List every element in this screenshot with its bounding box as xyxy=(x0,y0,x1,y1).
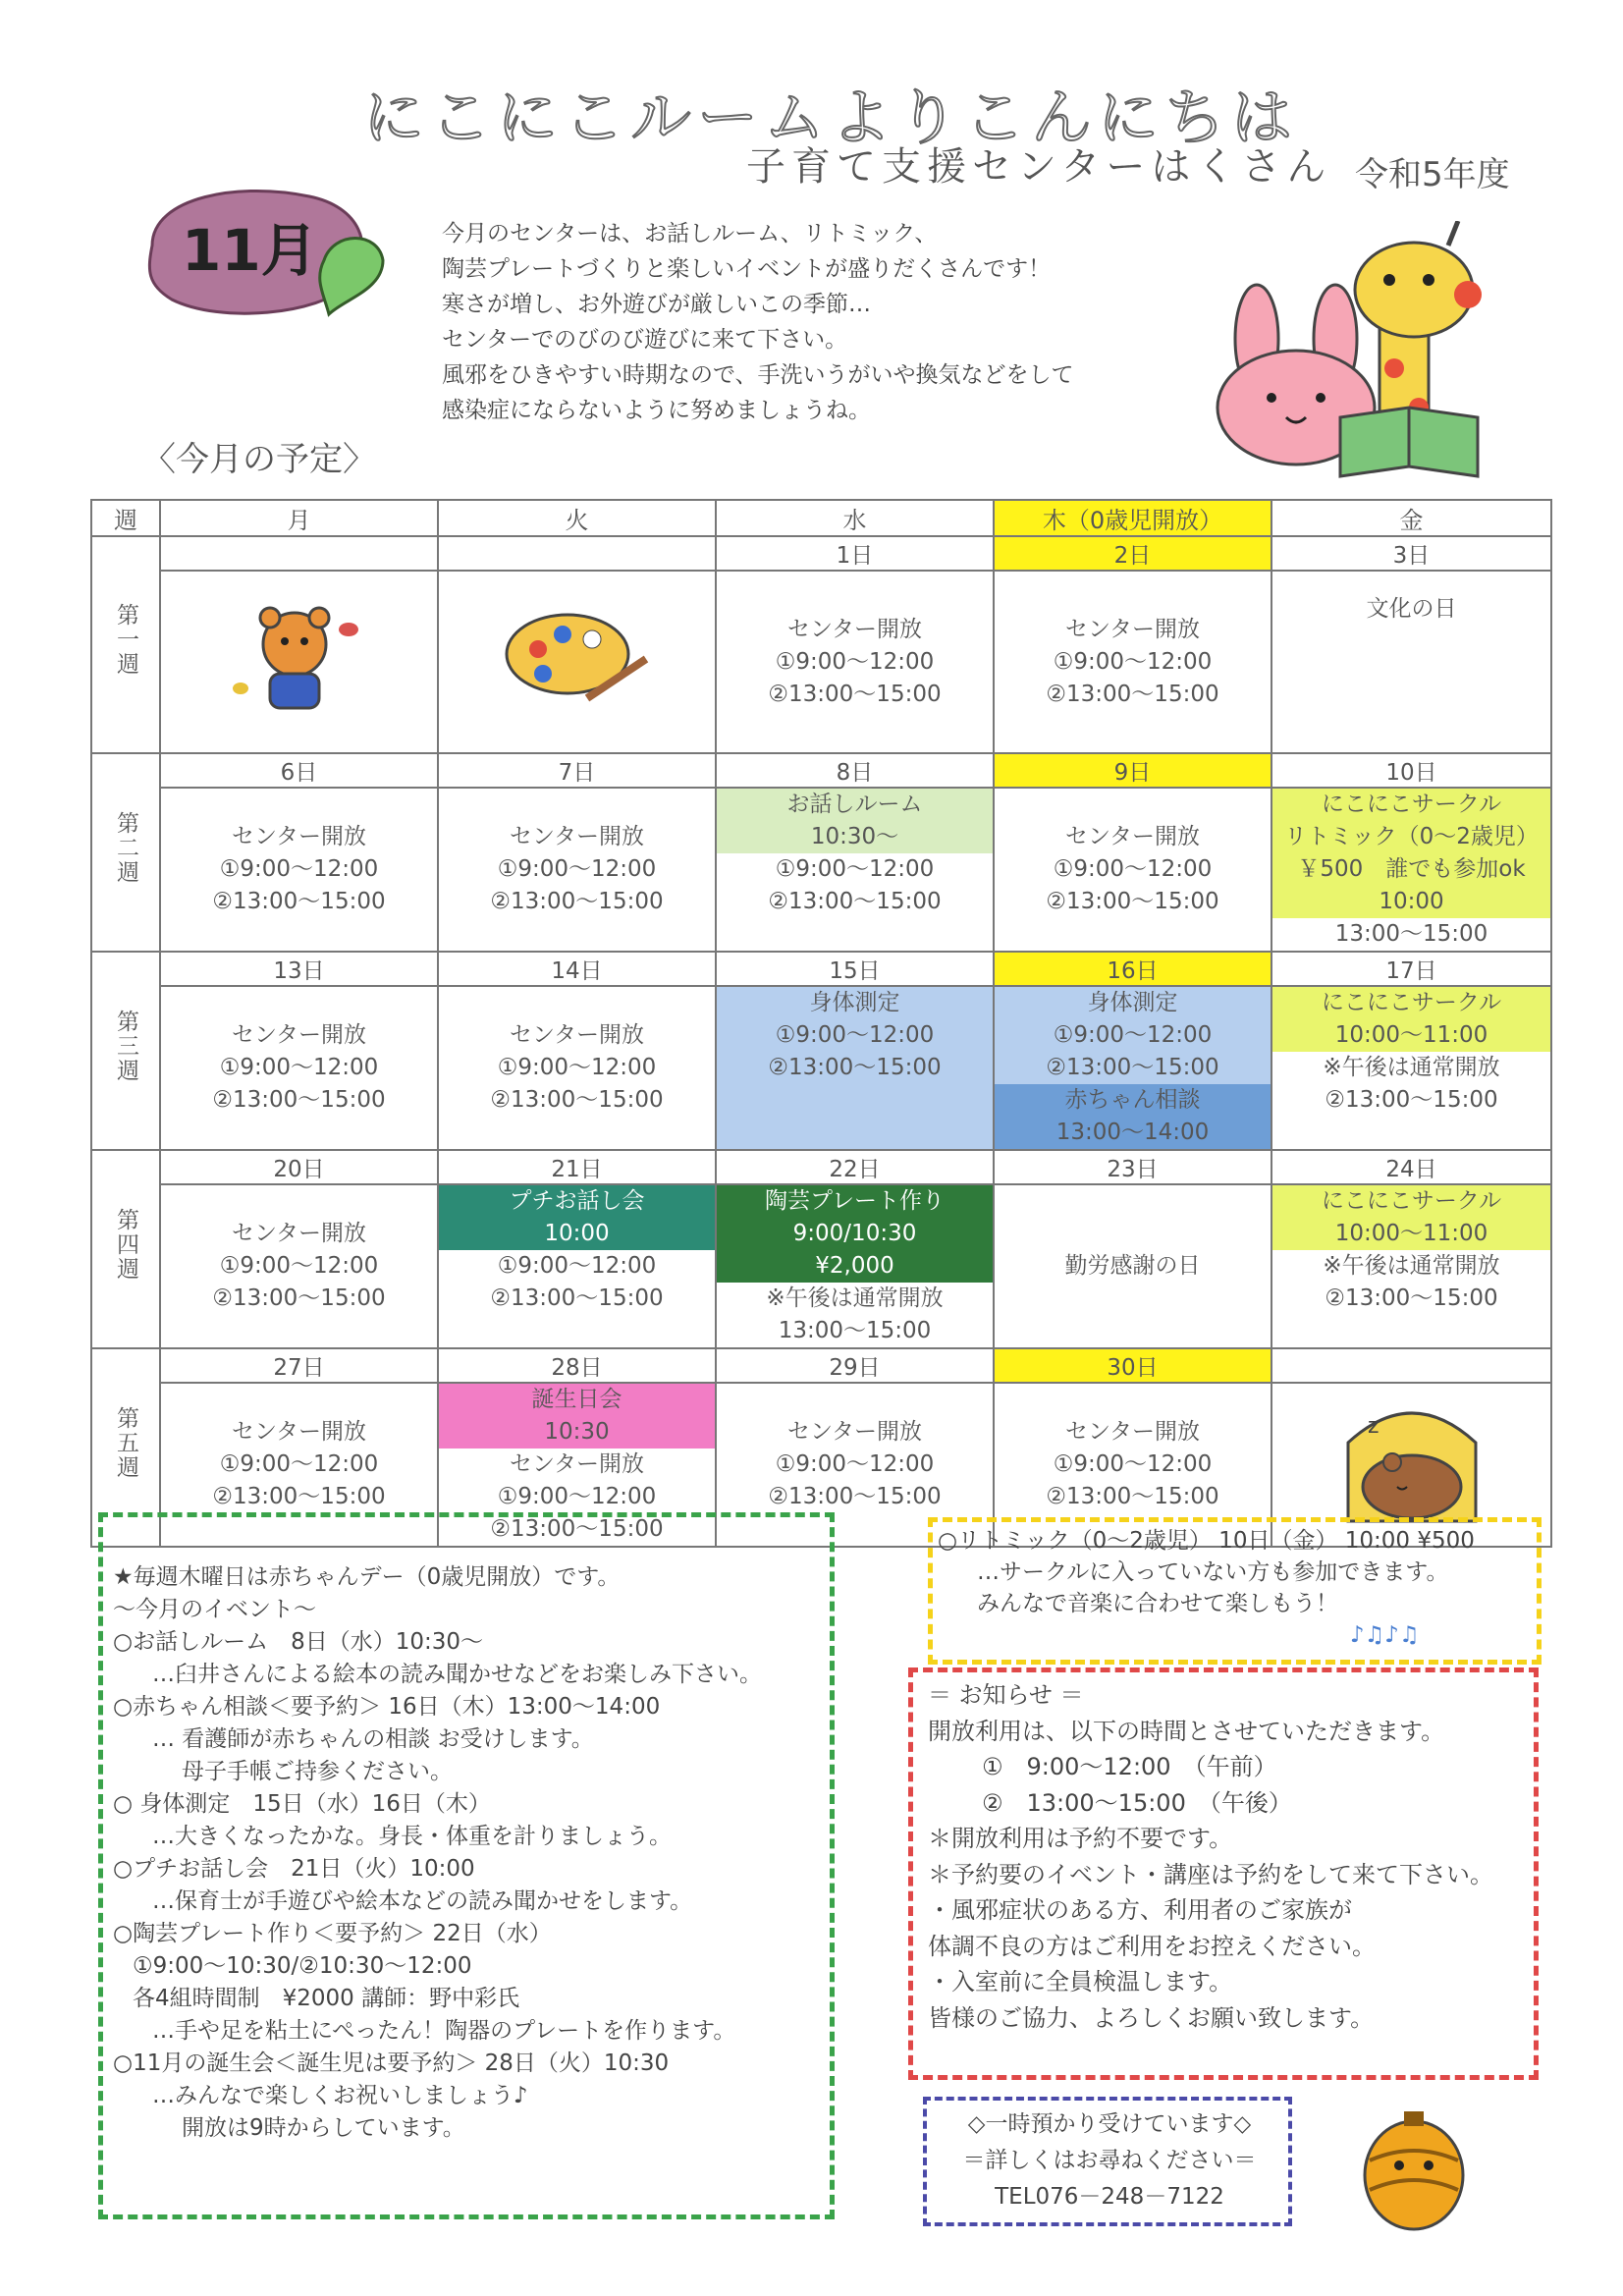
pm-time: ②13:00～15:00 xyxy=(768,1055,942,1080)
holiday-label: 勤労感謝の日 xyxy=(1064,1253,1201,1279)
event-line: ○赤ちゃん相談＜要予約＞ 16日（木）13:00～14:00 xyxy=(113,1694,661,1720)
open-label: センター開放 xyxy=(231,1221,367,1246)
week1-body-row xyxy=(91,571,1551,753)
date-cell-thursday: 9日 xyxy=(994,753,1271,788)
pm-time: ②13:00～15:00 xyxy=(768,1484,942,1509)
page-title: にこにこルームよりこんにちは xyxy=(363,82,1299,153)
pinecone-face-icon xyxy=(1355,2106,1473,2234)
svg-text:z: z xyxy=(1367,1413,1380,1439)
event-line: … 看護師が赤ちゃんの相談 お受けします。 xyxy=(152,1726,594,1752)
day-cell xyxy=(160,1184,438,1348)
birthday-event xyxy=(439,1384,715,1449)
giraffe-reading-icon xyxy=(1321,221,1507,486)
date-cell: 7日 xyxy=(438,753,716,788)
pm-time: ②13:00～15:00 xyxy=(1325,1285,1498,1311)
notice-line: ＊開放利用は予約不要です。 xyxy=(928,1825,1233,1852)
date-cell: 24日 xyxy=(1271,1150,1551,1184)
rhythm-line: …サークルに入っていない方も参加できます。 xyxy=(977,1559,1449,1585)
open-label: センター開放 xyxy=(1064,1419,1201,1445)
day-cell xyxy=(994,788,1271,952)
event-title: 誕生日会 xyxy=(531,1387,622,1412)
notice-line: 皆様のご協力、よろしくお願い致します。 xyxy=(928,2003,1375,2032)
event-title: プチお話し会 xyxy=(509,1188,645,1214)
circle-event xyxy=(1272,789,1550,918)
date-cell: 8日 xyxy=(716,753,994,788)
day-cell-measure xyxy=(994,986,1271,1150)
date-cell-thursday: 16日 xyxy=(994,952,1271,986)
notice-line: ② 13:00～15:00 （午後） xyxy=(982,1788,1292,1817)
pm-time: ②13:00～15:00 xyxy=(1046,889,1219,914)
week3-body-row xyxy=(91,986,1551,1150)
open-label: センター開放 xyxy=(786,616,923,642)
date-cell: 20日 xyxy=(160,1150,438,1184)
consult-event xyxy=(995,1084,1271,1149)
pm-time: 13:00～15:00 xyxy=(1334,921,1488,947)
event-title: お話しルーム xyxy=(786,792,923,817)
event-line: …大きくなったかな。身長・体重を計りましょう。 xyxy=(152,1824,672,1849)
notice-line: ＊予約要のイベント・講座は予約をして来て下さい。 xyxy=(928,1860,1493,1888)
event-line: ○お話しルーム 8日（水）10:30～ xyxy=(113,1629,483,1655)
day-cell xyxy=(1271,1184,1551,1348)
pm-time: ②13:00～15:00 xyxy=(490,1516,664,1542)
pm-time: ②13:00～15:00 xyxy=(1046,1484,1219,1509)
open-label: センター開放 xyxy=(231,1419,367,1445)
pottery-event xyxy=(717,1185,993,1283)
center-name: 子育て支援センターはくさん xyxy=(746,144,1332,190)
intro-line: 陶芸プレートづくりと楽しいイベントが盛りだくさんです！ xyxy=(442,256,1052,282)
afternoon-note: ※午後は通常開放 xyxy=(766,1285,944,1311)
am-time: ①9:00～12:00 xyxy=(1053,1451,1213,1477)
am-time: ①9:00～12:00 xyxy=(775,648,935,675)
week2-date-row xyxy=(91,753,1551,788)
day-cell xyxy=(1271,788,1551,952)
holiday-label: 文化の日 xyxy=(1366,596,1457,622)
event-line: ○11月の誕生会＜誕生児は要予約＞ 28日（火）10:30 xyxy=(113,2050,670,2076)
intro-line: センターでのびのび遊びに来て下さい。 xyxy=(442,327,848,353)
day-cell xyxy=(716,788,994,952)
calendar-header-row xyxy=(91,500,1551,536)
week2-body-row xyxy=(91,788,1551,952)
date-cell: 27日 xyxy=(160,1348,438,1383)
date-cell: 21日 xyxy=(438,1150,716,1184)
event-line: …保育士が手遊びや絵本などの読み聞かせをします。 xyxy=(152,1888,693,1914)
event-time: 10:00 xyxy=(544,1221,610,1246)
event-line: ○陶芸プレート作り＜要予約＞ 22日（水） xyxy=(113,1921,552,1946)
schedule-heading: 〈今月の予定〉 xyxy=(142,440,376,479)
circle-event xyxy=(1272,987,1550,1052)
event-title: 陶芸プレート作り xyxy=(764,1188,946,1214)
pm-time: ②13:00～15:00 xyxy=(1046,1055,1219,1080)
week-label-1: 第一週 xyxy=(91,536,160,753)
event-line: ○ 身体測定 15日（水）16日（木） xyxy=(113,1791,491,1817)
notice-line: 開放利用は、以下の時間とさせていただきます。 xyxy=(928,1717,1445,1745)
date-cell: 10日 xyxy=(1271,753,1551,788)
pm-time: ②13:00～15:00 xyxy=(212,1087,386,1113)
date-cell-holiday: 23日 xyxy=(994,1150,1271,1184)
notice-info xyxy=(928,1677,1493,2036)
pm-time: ②13:00～15:00 xyxy=(1046,681,1219,707)
pm-time: ②13:00～15:00 xyxy=(490,1285,664,1311)
event-fee: ¥2,000 xyxy=(815,1253,894,1279)
date-cell-empty xyxy=(1271,1348,1551,1383)
notice-line: ① 9:00～12:00 （午前） xyxy=(982,1753,1277,1780)
event-line: 開放は9時からしています。 xyxy=(182,2115,465,2141)
event-time: 9:00/10:30 xyxy=(792,1221,917,1246)
am-time: ①9:00～12:00 xyxy=(497,1055,657,1080)
am-time: ①9:00～12:00 xyxy=(1053,648,1213,675)
week4-body-row xyxy=(91,1184,1551,1348)
music-notes-icon: ♪♫♪♫ xyxy=(1350,1622,1420,1648)
open-label: センター開放 xyxy=(509,1022,645,1048)
day-cell-holiday xyxy=(994,1184,1271,1348)
week4-date-row xyxy=(91,1150,1551,1184)
intro-text xyxy=(442,216,1188,428)
date-cell: 1日 xyxy=(716,536,994,571)
paint-palette-icon xyxy=(499,605,656,713)
am-time: ①9:00～12:00 xyxy=(497,1253,657,1279)
childcare-line: ◇一時預かり受けています◇ xyxy=(967,2111,1252,2137)
date-cell-holiday: 3日 xyxy=(1271,536,1551,571)
header-mon: 月 xyxy=(160,500,438,536)
date-cell: 28日 xyxy=(438,1348,716,1383)
month-badge-text: 11月 xyxy=(182,217,318,284)
am-time: ①9:00～12:00 xyxy=(775,1451,935,1477)
week-label-3: 第三週 xyxy=(91,952,160,1150)
intro-line: 寒さが増し、お外遊びが厳しいこの季節… xyxy=(442,292,871,317)
week-label-5: 第五週 xyxy=(91,1348,160,1547)
monthly-calendar xyxy=(90,499,1552,1548)
week5-date-row xyxy=(91,1348,1551,1383)
am-time: ①9:00～12:00 xyxy=(219,1055,379,1080)
date-cell-empty xyxy=(438,536,716,571)
open-label: センター開放 xyxy=(509,1451,645,1477)
am-time: ①9:00～12:00 xyxy=(219,1451,379,1477)
rhythm-info xyxy=(938,1525,1475,1651)
week3-date-row xyxy=(91,952,1551,986)
childcare-info xyxy=(943,2106,1276,2215)
month-leaf-badge-icon xyxy=(133,177,388,324)
event-title: にこにこサークル xyxy=(1321,1188,1502,1214)
date-cell: 17日 xyxy=(1271,952,1551,986)
event-line: …みんなで楽しくお祝いしましょう♪ xyxy=(152,2083,528,2108)
rhythm-line: ○リトミック（0～2歳児） 10日（金） 10:00 ¥500 xyxy=(938,1528,1475,1554)
open-label: センター開放 xyxy=(1064,824,1201,849)
circle-event xyxy=(1272,1185,1550,1250)
header-tue: 火 xyxy=(438,500,716,536)
pm-time: ②13:00～15:00 xyxy=(490,889,664,914)
events-list xyxy=(113,1561,830,2145)
event-fee: ￥500 誰でも参加ok xyxy=(1297,856,1526,882)
intro-line: 感染症にならないように努めましょうね。 xyxy=(442,398,871,423)
pm-time: ②13:00～15:00 xyxy=(212,889,386,914)
afternoon-note: ※午後は通常開放 xyxy=(1323,1253,1500,1279)
date-cell: 6日 xyxy=(160,753,438,788)
event-line: …臼井さんによる絵本の読み聞かせなどをお楽しみ下さい。 xyxy=(152,1662,762,1687)
pm-time: ②13:00～15:00 xyxy=(212,1484,386,1509)
notice-line: ・風邪症状のある方、利用者のご家族が xyxy=(928,1896,1352,1924)
event-time: 10:30～ xyxy=(810,824,899,849)
event-time: 10:00～11:00 xyxy=(1334,1221,1488,1246)
bear-autumn-icon xyxy=(226,600,373,718)
am-time: ①9:00～12:00 xyxy=(497,1484,657,1509)
day-cell xyxy=(716,1184,994,1348)
day-cell xyxy=(438,1184,716,1348)
event-line: ○プチお話し会 21日（火）10:00 xyxy=(113,1856,475,1882)
fiscal-year: 令和5年度 xyxy=(1355,155,1510,194)
afternoon-note: ※午後は通常開放 xyxy=(1323,1055,1500,1080)
day-cell xyxy=(994,571,1271,753)
pm-time: ②13:00～15:00 xyxy=(490,1087,664,1113)
am-time: ①9:00～12:00 xyxy=(219,1253,379,1279)
day-cell-holiday xyxy=(1271,571,1551,753)
open-label: センター開放 xyxy=(231,824,367,849)
event-line: ①9:00～10:30/②10:30～12:00 xyxy=(133,1953,472,1979)
rhythm-line: みんなで音楽に合わせて楽しもう！ xyxy=(977,1591,1338,1616)
date-cell-thursday: 30日 xyxy=(994,1348,1271,1383)
event-time: 13:00～14:00 xyxy=(1055,1120,1210,1145)
day-cell xyxy=(160,571,438,753)
event-title: 身体測定 xyxy=(1087,990,1178,1015)
date-cell: 15日 xyxy=(716,952,994,986)
childcare-line: ＝詳しくはお尋ねください＝ xyxy=(962,2148,1257,2173)
event-title: にこにこサークル xyxy=(1321,990,1502,1015)
am-time: ①9:00～12:00 xyxy=(219,856,379,882)
open-label: センター開放 xyxy=(231,1022,367,1048)
date-cell: 22日 xyxy=(716,1150,994,1184)
day-cell xyxy=(438,788,716,952)
open-label: センター開放 xyxy=(1064,616,1201,642)
week-label-2: 第二週 xyxy=(91,753,160,952)
day-cell xyxy=(1271,986,1551,1150)
day-cell xyxy=(716,571,994,753)
am-time: ①9:00～12:00 xyxy=(775,856,935,882)
event-line: …手や足を粘土にぺったん！陶器のプレートを作ります。 xyxy=(152,2018,736,2044)
day-cell-measure xyxy=(716,986,994,1150)
day-cell xyxy=(438,571,716,753)
open-label: センター開放 xyxy=(509,824,645,849)
header-wed: 水 xyxy=(716,500,994,536)
event-title: 身体測定 xyxy=(809,990,900,1015)
notice-line: 体調不良の方はご利用をお控えください。 xyxy=(928,1932,1376,1960)
event-line: 母子手帳ご持参ください。 xyxy=(182,1759,453,1784)
event-line: ～今月のイベント～ xyxy=(113,1597,316,1622)
event-time: 10:00 xyxy=(1379,889,1444,914)
event-title: にこにこサークル xyxy=(1321,792,1502,817)
header-week: 週 xyxy=(91,500,160,536)
open-label: センター開放 xyxy=(786,1419,923,1445)
pm-time: ②13:00～15:00 xyxy=(768,681,942,707)
petit-event xyxy=(439,1185,715,1250)
event-time: 10:00～11:00 xyxy=(1334,1022,1488,1048)
measure-event xyxy=(995,987,1271,1084)
am-time: ①9:00～12:00 xyxy=(1053,1022,1213,1048)
ohanashi-event xyxy=(717,789,993,853)
event-line: ★毎週木曜日は赤ちゃんデー（0歳児開放）です。 xyxy=(113,1564,621,1590)
day-cell xyxy=(438,986,716,1150)
week1-date-row xyxy=(91,536,1551,571)
header-thu: 木（0歳児開放） xyxy=(994,500,1271,536)
date-cell: 29日 xyxy=(716,1348,994,1383)
notice-title: ＝ お知らせ ＝ xyxy=(928,1681,1084,1709)
header-fri: 金 xyxy=(1271,500,1551,536)
event-line: 各4組時間制 ¥2000 講師：野中彩氏 xyxy=(133,1986,520,2011)
phone-number: TEL076－248－7122 xyxy=(995,2184,1224,2210)
pm-time: ②13:00～15:00 xyxy=(768,889,942,914)
day-cell xyxy=(160,788,438,952)
intro-line: 風邪をひきやすい時期なので、手洗いうがいや換気などをして xyxy=(442,362,1074,388)
intro-line: 今月のセンターは、お話しルーム、リトミック、 xyxy=(442,221,938,246)
date-cell: 13日 xyxy=(160,952,438,986)
pm-time: ②13:00～15:00 xyxy=(212,1285,386,1311)
date-cell: 14日 xyxy=(438,952,716,986)
pm-time: 13:00～15:00 xyxy=(778,1318,932,1343)
date-cell-thursday: 2日 xyxy=(994,536,1271,571)
am-time: ①9:00～12:00 xyxy=(775,1022,935,1048)
am-time: ①9:00～12:00 xyxy=(497,856,657,882)
event-title: 赤ちゃん相談 xyxy=(1064,1087,1201,1113)
event-time: 10:30 xyxy=(544,1419,610,1445)
sleeping-bear-icon xyxy=(1328,1394,1495,1531)
day-cell xyxy=(160,986,438,1150)
pm-time: ②13:00～15:00 xyxy=(1325,1087,1498,1113)
am-time: ①9:00～12:00 xyxy=(1053,856,1213,882)
date-cell-empty xyxy=(160,536,438,571)
notice-line: ・入室前に全員検温します。 xyxy=(928,1968,1233,1995)
week-label-4: 第四週 xyxy=(91,1150,160,1348)
event-subtitle: リトミック（0～2歳児） xyxy=(1284,824,1539,849)
